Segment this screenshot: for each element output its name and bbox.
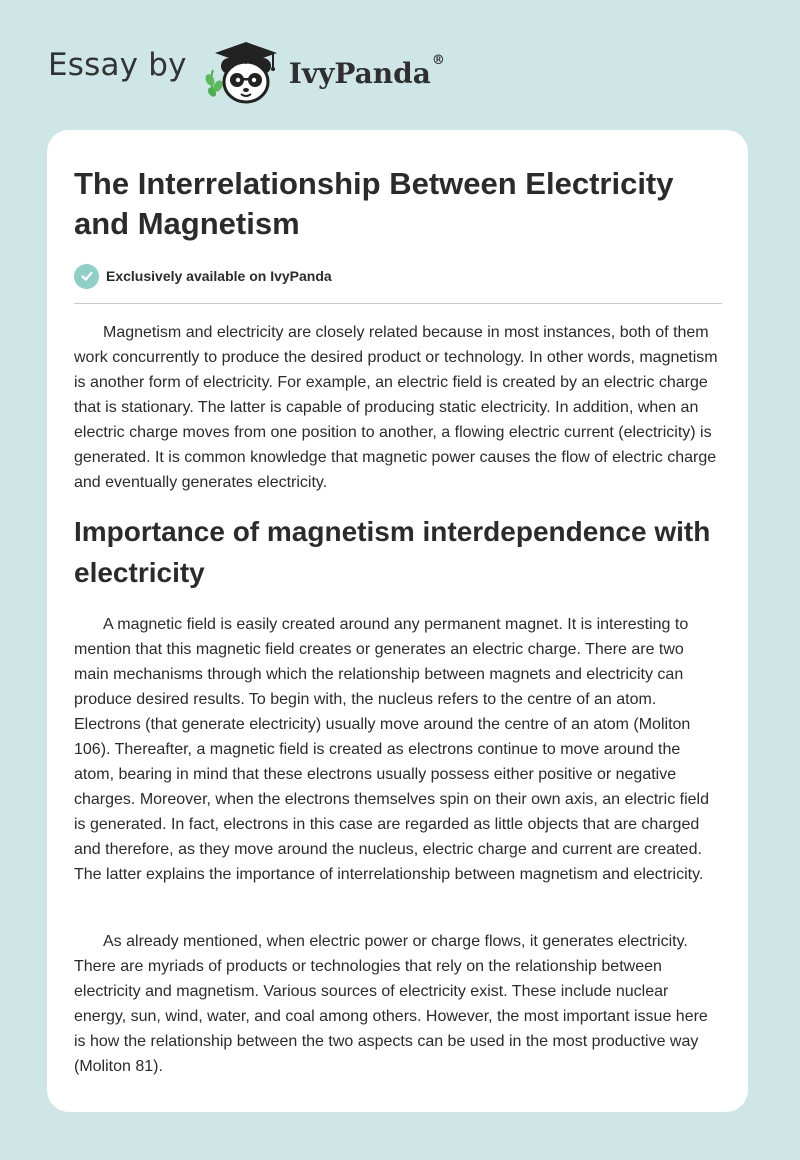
brand-name: IvyPanda® bbox=[288, 52, 445, 90]
divider bbox=[74, 303, 722, 304]
exclusive-badge bbox=[74, 263, 332, 289]
badge-label: Exclusively available on IvyPanda bbox=[106, 268, 332, 284]
page-title: The Interrelationship Between Electricity and Magnetism bbox=[74, 166, 674, 241]
panda-mascot-icon bbox=[201, 36, 285, 106]
checkmark-icon bbox=[74, 264, 99, 289]
registered-mark: ® bbox=[431, 52, 445, 68]
body-paragraph: A magnetic field is easily created around any permanent magnet. It is interesting to mention that this magnetic field creates or generates an electric charge. There are two main mechanisms through which the relationship between magnets and electricity can produce desired results. To begin with, the nucleus refers to the centre of an atom. Electrons (that generate electricity) usually move around the centre of an atom (Moliton 106). Thereafter, a magnetic field is created as electrons continue to move around the atom, bearing in mind that these electrons usually possess either positive or negative charges. Moreover, when the electrons themselves spin on their own axis, an electric field is generated. In fact, electrons in this case are regarded as little objects that are charged and therefore, as they move around the nucleus, electric charge and current are created. The latter explains the importance of interrelationship between magnetism and electricity. bbox=[74, 616, 709, 883]
brand-prefix: Essay by bbox=[48, 47, 187, 83]
brand-logo[interactable] bbox=[48, 36, 445, 106]
section-heading: Importance of magnetism interdependence with electricity bbox=[74, 516, 711, 588]
body-paragraph: As already mentioned, when electric power or charge flows, it generates electricity. There are myriads of products or technologies that rely on the relationship between electricity and magnetism. Various sources of electricity exist. These include nuclear energy, sun, wind, water, and coal among others. However, the most important issue here is how the relationship between the two aspects can be used in the most productive way (Moliton 81). bbox=[74, 933, 708, 1075]
essay-card bbox=[47, 130, 748, 1112]
intro-paragraph: Magnetism and electricity are closely related because in most instances, both of them work concurrently to produce the desired product or technology. In other words, magnetism is another form of electricity. For example, an electric field is created by an electric charge that is stationary. The latter is capable of producing static electricity. In addition, when an electric charge moves from one position to another, a flowing electric current (electricity) is generated. It is common knowledge that magnetic power causes the flow of electric charge and eventually generates electricity. bbox=[74, 324, 718, 491]
